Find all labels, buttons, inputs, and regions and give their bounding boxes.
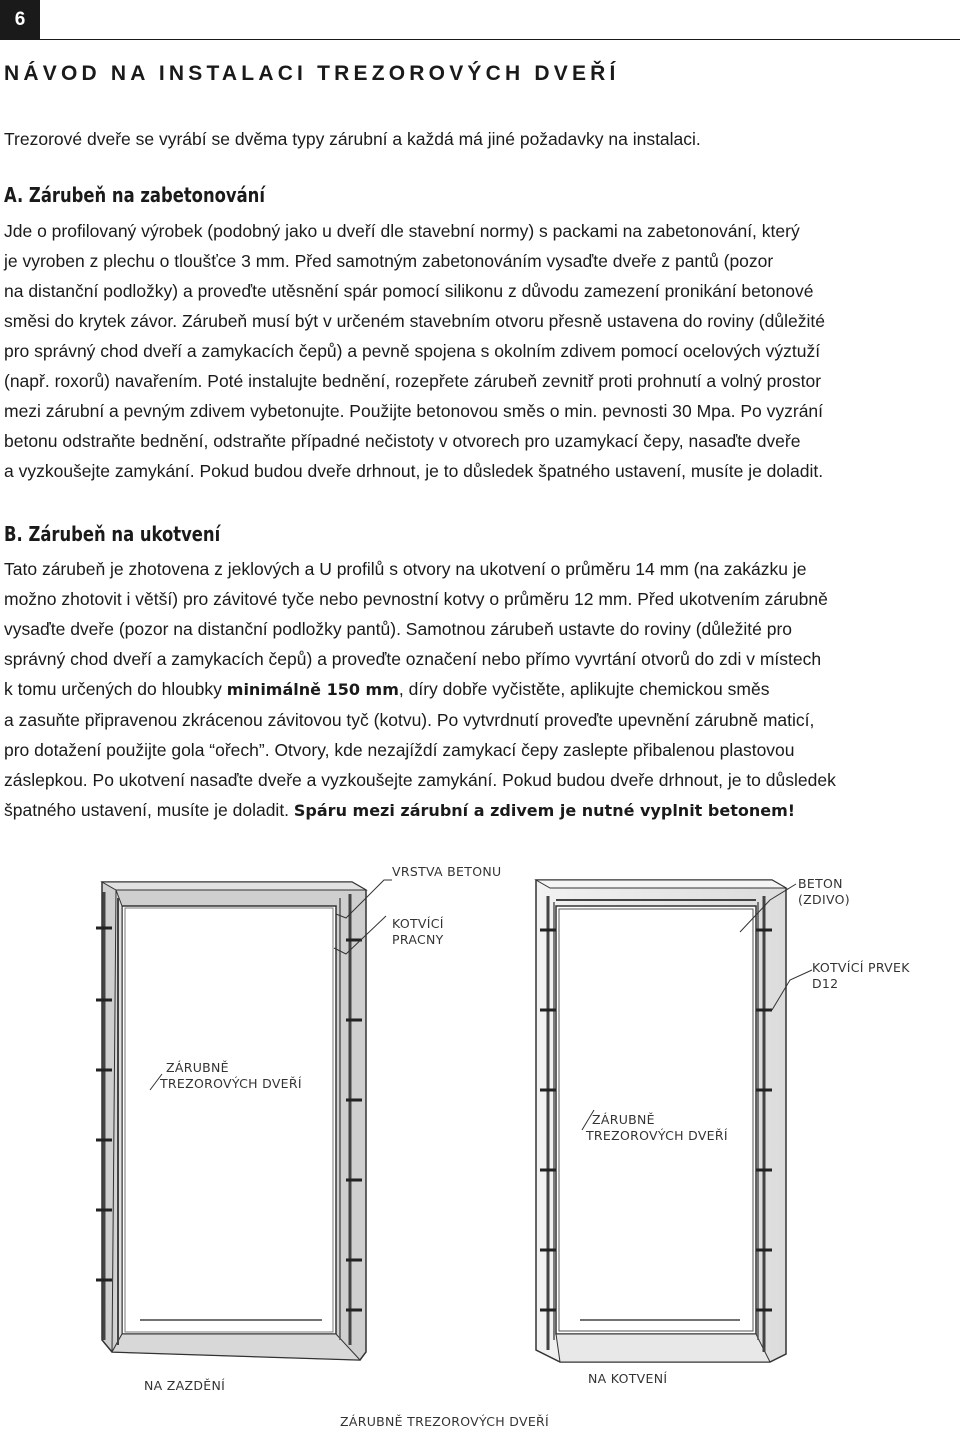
page-number: 6 — [14, 9, 26, 30]
label-anchor-element-2: D12 — [812, 976, 839, 991]
section-b-line — [4, 795, 960, 826]
header-rule — [40, 39, 960, 40]
section-a-line: mezi zárubní a pevným zdivem vybetonujte. Použijte betonovou směs o min. pevnosti 30 Mpa. Po vyzrání — [4, 401, 824, 421]
section-a-line: pro správný chod dveří a zamykacích čepů) a pevně spojena s okolním zdivem pomocí ocelových výztuží — [4, 341, 821, 361]
section-b-heading: B. Zárubeň na ukotvení — [4, 522, 221, 546]
door-frame-figure — [0, 840, 960, 1443]
label-concrete-layer: VRSTVA BETONU — [392, 864, 502, 879]
section-a-line: betonu odstraňte bednění, odstraňte případné nečistoty v otvorech pro uzamykací čepy, nasaďte dveře — [4, 431, 801, 451]
label-frame-left-2: TREZOROVÝCH DVEŘÍ — [160, 1076, 302, 1091]
figure-caption: ZÁRUBNĚ TREZOROVÝCH DVEŘÍ — [340, 1414, 550, 1429]
section-a-line: směsi do krytek závor. Zárubeň musí být v určeném stavebním otvoru přesně ustavena do roviny (důležité — [4, 311, 825, 331]
closing-text: špatného ustavení, musíte je doladit. — [4, 800, 294, 820]
section-b-line: vysaďte dveře (pozor na distanční podložky pantů). Samotnou zárubeň ustavte do roviny (důležité pro — [4, 619, 793, 639]
section-b-line: záslepkou. Po ukotvení nasaďte dveře a vyzkoušejte zamykání. Pokud budou dveře drhnout, je to důsledek — [4, 770, 836, 790]
caption-cast-in: NA ZAZDĚNÍ — [144, 1378, 226, 1393]
section-a-line: je vyroben z plechu o tloušťce 3 mm. Před samotným zabetonováním vysaďte dveře z pantů (pozor — [4, 251, 774, 271]
section-b-line: pro dotažení použijte gola “ořech”. Otvory, kde nezajíždí zamykací čepy zaslepte přibalenou plastovou — [4, 740, 795, 760]
section-b-line: a zasuňte připravenou zkrácenou závitovou tyč (kotvu). Po vytvrdnutí proveďte upevnění zárubně maticí, — [4, 710, 815, 730]
section-a-line: na distanční podložky) a proveďte utěsnění spár pomocí silikonu z důvodu zamezení pronikání betonové — [4, 281, 814, 301]
closing-warning: Spáru mezi zárubní a zdivem je nutné vyplnit betonem! — [293, 801, 796, 820]
depth-text-rest: , díry dobře vyčistěte, aplikujte chemickou směs — [398, 679, 770, 699]
label-frame-left-1: ZÁRUBNĚ — [166, 1060, 229, 1075]
section-b-line — [4, 674, 960, 705]
frame-anchored — [536, 880, 812, 1362]
section-a-paragraph — [4, 216, 960, 486]
label-anchor-element-1: KOTVÍCÍ PRVEK — [812, 960, 910, 975]
label-anchor-tabs-1: KOTVÍCÍ — [392, 916, 444, 931]
section-a-line: (např. roxorů) navařením. Poté instalujte bednění, rozepřete zárubeň zevnitř proti prohnutí a volný prostor — [4, 371, 822, 391]
frame-cast-in — [96, 880, 392, 1360]
section-b-paragraph — [4, 554, 960, 826]
label-frame-right-1: ZÁRUBNĚ — [592, 1112, 655, 1127]
section-a-heading: A. Zárubeň na zabetonování — [4, 183, 265, 207]
page-number-badge — [0, 0, 40, 40]
section-a-line: a vyzkoušejte zamykání. Pokud budou dveře drhnout, je to důsledek špatného ustavení, musíte je doladit. — [4, 461, 824, 481]
caption-anchored: NA KOTVENÍ — [588, 1371, 668, 1386]
label-wall-1: BETON — [798, 876, 843, 891]
label-frame-right-2: TREZOROVÝCH DVEŘÍ — [586, 1128, 728, 1143]
label-wall-2: (ZDIVO) — [798, 892, 850, 907]
section-a-line: Jde o profilovaný výrobek (podobný jako u dveří dle stavební normy) s packami na zabetonování, který — [4, 221, 800, 241]
section-b-line: správný chod dveří a zamykacích čepů) a proveďte označení nebo přímo vyvrtání otvorů do zdi v místech — [4, 649, 822, 669]
section-b-line: Tato zárubeň je zhotovena z jeklových a U profilů s otvory na ukotvení o průměru 14 mm (na zakázku je — [4, 559, 807, 579]
label-anchor-tabs-2: PRACNY — [392, 932, 444, 947]
depth-emphasis: minimálně 150 mm — [226, 680, 399, 699]
section-b-line: možno zhotovit i větší) pro závitové tyče nebo pevnostní kotvy o průměru 12 mm. Před ukotvením zárubně — [4, 589, 828, 609]
depth-text: k tomu určených do hloubky — [4, 679, 227, 699]
document-title: NÁVOD NA INSTALACI TREZOROVÝCH DVEŘÍ — [4, 62, 620, 85]
intro-paragraph: Trezorové dveře se vyrábí se dvěma typy zárubní a každá má jiné požadavky na instalaci. — [4, 129, 701, 149]
